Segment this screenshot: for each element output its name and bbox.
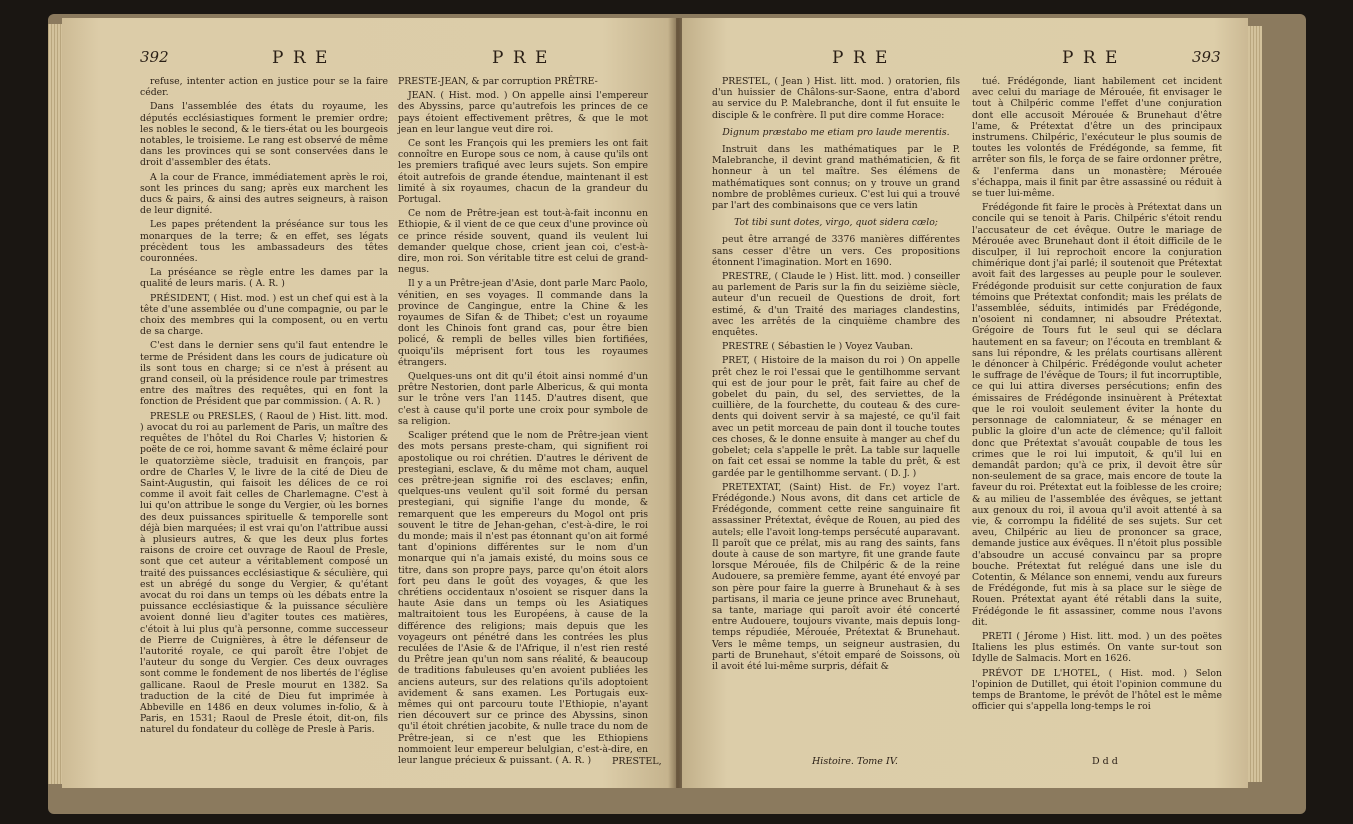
running-head: P R E	[272, 48, 330, 68]
left-column-1	[140, 76, 388, 739]
right-page-edges	[1248, 26, 1262, 782]
left-column-2	[398, 76, 648, 769]
volume-footer: Histoire. Tome IV.	[812, 756, 898, 767]
paragraph: Quelques-uns ont dit qu'il étoit ainsi nommé d'un prêtre Nestorien, dont parle Albericus, & qui monta sur le trône vers l'an 1145. D'autres disent, que c'est à cause qu'il porte une croix pour symbole de sa religion.	[398, 371, 648, 427]
paragraph: PRETEXTAT, (Saint) Hist. de Fr.) voyez l'art. Frédégonde.) Nous avons, dit dans cet article de Frédégonde, comment cette reine sanguinaire fit assassiner Prétextat, évêque de Rouen, au pied des autels; elle l'avoit long-temps persécuté auparavant. Il paroît que ce prélat, mis au rang des saints, fans doute à cause de son martyre, fit une grande faute lorsque Mérouée, fils de Chilpéric & de la reine Audouere, sa première femme, ayant été envoyé par son père pour faire la guerre à Brunehaut & à ses partisans, il maria ce jeune prince avec Brunehaut, sa tante, mariage qui paroît avoir été concerté entre Audouere, toujours vivante, mais depuis long-temps répudiée, Mérouée, Prétextat & Brunehaut. Vers le même temps, un seigneur austrasien, du parti de Brunehaut, s'étoit emparé de Soissons, où il avoit été lui-même surpris, défait &	[712, 481, 960, 672]
paragraph: peut être arrangé de 3376 manières différentes sans cesser d'être un vers. Ces propositions étonnent l'imagination. Mort en 1690.	[712, 234, 960, 268]
paragraph: Ce sont les François qui les premiers les ont fait connoître en Europe sous ce nom, à cause qu'ils ont les premiers trafiqué avec leurs sujets. Son empire étoit autrefois de grande étendue, maintenant il est limité à six royaumes, chacun de la grandeur du Portugal.	[398, 138, 648, 206]
right-page	[682, 18, 1248, 788]
paragraph: Instruit dans les mathématiques par le P. Malebranche, il devint grand mathématicien, & fit honneur à un tel maître. Ses élémens de mathématiques sont connus; on y trouve un grand nombre de problêmes curieux. C'est lui qui a trouvé par l'art des combinaisons que ce vers latin	[712, 144, 960, 212]
paragraph: PRESTEL, ( Jean ) Hist. litt. mod. ) oratorien, fils d'un huissier de Châlons-sur-Saone, entra d'abord au service du P. Malebranche, dont il fut ensuite le disciple & le confrère. Il put dire comme Horace:	[712, 76, 960, 121]
paragraph: PRESTRE ( Sébastien le ) Voyez Vauban.	[722, 341, 914, 353]
paragraph: Frédégonde fit faire le procès à Prétextat dans un concile qui se tenoit à Paris. Chilpéric s'étoit rendu l'accusateur de cet évêque. Outre le mariage de Mérouée avec Brunehaut dont il étoit difficile de le disculper, il lui reprochoit encore la conjuration chimérique dont j'ai parlé; il soutenoit que Prétextat avoit fait des largesses au peuple pour le soulever. Frédégonde produisit sur cette conjuration de faux témoins que Prétextat confondit; mais les prélats de l'assemblée, séduits, intimidés par Frédégonde, n'osoient ni condamner, ni absoudre Prétextat. Grégoire de Tours fut le seul qui se déclara hautement en sa faveur; on l'écouta en tremblant & sans lui répondre, & les prélats courtisans allèrent le dénoncer à Chilpéric. Frédégonde voulut acheter le suffrage de l'évêque de Tours; il fut incorruptible, ce qui lui attira diverses persécutions; enfin des émissaires de Frédégonde insinuèrent à Prétextat que le roi vouloit seulement éviter la honte du personnage de calomniateur, & se ménager en public la gloire d'un acte de clémence; qu'il falloit donc que Prétextat s'avouât coupable de tous les crimes que le roi lui imputoit, & qu'il lui en demandât pardon; qu'à ce prix, il devoit être sûr non-seulement de sa grace, mais encore de toute la faveur du roi. Prétextat eut la foiblesse de les croire; & au milieu de l'assemblée des évêques, se jettant aux genoux du roi, il avoua qu'il avoit attenté à sa vie, & corrompu la fidélité de ses sujets. Sur cet aveu, Chilpéric au lieu de prononcer sa grace, demande justice aux évêques. Il n'étoit plus possible d'absoudre un accusé convaincu par sa propre bouche. Prétextat fut relégué dans une isle du Cotentin, & Mélance son ennemi, vendu aux fureurs de Frédégonde, fut mis à sa place sur le siège de Rouen. Prétextat ayant été rétabli dans la suite, Frédégonde le fit assassiner, comme nous l'avons dit.	[972, 202, 1222, 628]
paragraph: La préséance se règle entre les dames par la qualité de leurs maris. ( A. R. )	[140, 267, 388, 290]
paragraph: Dignum præstabo me etiam pro laude merentis.	[722, 126, 950, 138]
paragraph: PRET, ( Histoire de la maison du roi ) On appelle prêt chez le roi l'essai que le gentilhomme servant qui est de jour pour le prêt, fait faire au chef de gobelet du pain, du sel, des serviettes, de la cuillière, de la fourchette, du couteau & des cure-dents qui doivent servir à sa majesté, ce qu'il fait avec un petit morceau de pain dont il touche toutes ces choses, & le donne ensuite à manger au chef du gobelet; cela s'appelle le prêt. La table sur laquelle on fait cet essai se nomme la table du prêt, & est gardée par le gentilhomme servant. ( D. J. )	[712, 355, 960, 479]
paragraph: Il y a un Prêtre-jean d'Asie, dont parle Marc Paolo, vénitien, en ses voyages. Il commande dans la province de Cangingue, entre la Chine & les royaumes de Sifan & de Thibet; c'est un royaume dont les Chinois font grand cas, pour être bien policé, & rempli de belles villes bien fortifiées, quoiqu'ils méprisent fort tous les royaumes étrangers.	[398, 278, 648, 368]
right-column-2	[972, 76, 1222, 715]
running-head-col2: P R E	[492, 48, 550, 68]
paragraph: C'est dans le dernier sens qu'il faut entendre le terme de Président dans les cours de judicature où ils sont tous en charge; si ce n'est à présent au grand conseil, où la présidence roule par trimestres entre des maîtres des requêtes, qui en font la fonction de Président que par commission. ( A. R. )	[140, 340, 388, 408]
running-head-col2: P R E	[1062, 48, 1120, 68]
paragraph: A la cour de France, immédiatement après le roi, sont les princes du sang; après eux marchent les ducs & pairs, & ainsi des autres seigneurs, à raison de leur dignité.	[140, 171, 388, 217]
paragraph: PRESLE ou PRESLES, ( Raoul de ) Hist. litt. mod. ) avocat du roi au parlement de Paris, un maître des requêtes de l'hôtel du Roi Charles V; historien & poëte de ce roi, homme savant & même éclairé pour le quatorzième siècle, traduisit en françois, par ordre de Charles V, le livre de la cité de Dieu de Saint-Augustin, qui faisoit les délices de ce roi comme il avoit fait celles de Charlemagne. C'est à lui qu'on attribue le songe du Vergier, où les bornes des deux puissances spirituelle & temporelle sont déjà bien marquées; il est vrai qu'on l'attribue aussi à plusieurs autres, & que les deux plus fortes raisons de croire cet ouvrage de Raoul de Presle, sont que cet auteur a véritablement composé un traité des puissances ecclésiastique & séculière, qui est un abrégé du songe du Vergier, & qu'étant avocat du roi dans un temps où les débats entre la puissance ecclésiastique & la puissance séculière avoient donné lieu d'agiter toutes ces matières, c'étoit à lui plus qu'à personne, comme successeur de Pierre de Cuignières, à être le défenseur de l'autorité royale, ce qui paroît être l'objet de l'auteur du songe du Vergier. Ces deux ouvrages sont comme le fondement de nos libertés de l'église gallicane. Raoul de Presle mourut en 1382. Sa traduction de la cité de Dieu fut imprimée à Abbeville en 1486 en deux volumes in-folio, & à Paris, en 1531; Raoul de Presle étoit, dit-on, fils naturel du fondateur du collège de Presle à Paris.	[140, 410, 388, 736]
left-page-edges	[48, 24, 62, 784]
paragraph: tué. Frédégonde, liant habilement cet incident avec celui du mariage de Mérouée, fit envisager le tout à Chilpéric comme l'effet d'une conjuration dont elle accusoit Mérouée & Brunehaut d'être l'ame, & Prétextat d'être un des principaux instrumens. Chilpéric, l'exécuteur le plus soumis de toutes les volontés de Frédégonde, sa femme, fit arrêter son fils, le força de se faire ordonner prêtre, & l'enferma dans un monastère; Mérouée s'échappa, mais il finit par être assassiné ou réduit à se tuer lui-même.	[972, 76, 1222, 200]
signature-mark: D d d	[1092, 756, 1118, 767]
paragraph: PRETI ( Jérome ) Hist. litt. mod. ) un des poëtes Italiens les plus estimés. On vante sur-tout son Idylle de Salmacis. Mort en 1626.	[972, 630, 1222, 665]
paragraph: Ce nom de Prêtre-jean est tout-à-fait inconnu en Ethiopie, & il vient de ce que ceux d'une province où ce prince réside souvent, quand ils veulent lui demander quelque chose, crient jean coi, c'est-à-dire, mon roi. Son véritable titre est celui de grand-negus.	[398, 208, 648, 276]
paragraph: Tot tibi sunt dotes, virgo, quot sidera cœlo;	[734, 217, 938, 229]
paragraph: PRÉVOT DE L'HOTEL, ( Hist. mod. ) Selon l'opinion de Dutillet, qui étoit l'opinion commune du temps de Brantome, le prévôt de l'hôtel est le même officier qui s'appella long-temps le roi	[972, 667, 1222, 713]
page-number: 393	[1192, 48, 1221, 66]
paragraph: Scaliger prétend que le nom de Prêtre-jean vient des mots persans preste-cham, qui signifient roi apostolique ou roi chrétien. D'autres le dérivent de prestegiani, esclave, & du même mot cham, auquel ces prêtre-jean signifie roi des esclaves; enfin, quelques-uns veulent qu'il soit formé du persan prestegiani, qui signifie l'ange du monde, & remarquent que les empereurs du Mogol ont pris souvent le titre de Jehan-gehan, c'est-à-dire, le roi du monde; mais il n'est pas étonnant qu'on ait formé tant d'opinions différentes sur le nom d'un monarque qui n'a jamais existé, du moins sous ce titre, dans son propre pays, parce qu'on étoit alors fort peu dans le goût des voyages, & que les chrétiens occidentaux n'osoient se risquer dans la haute Asie dans un temps où les Asiatiques maltraitoient tous les Européens, à cause de la différence des religions; mais depuis que les voyageurs ont pénétré dans les contrées les plus reculées de l'Asie & de l'Afrique, il n'est rien resté du Prêtre jean qu'un nom sans réalité, & beaucoup de traditions fabuleuses qu'en avoient publiées les anciens auteurs, sur des relations qu'ils adoptoient avidement & sans examen. Les Portugais eux-mêmes qui ont parcouru toute l'Ethiopie, n'ayant rien découvert sur ce prince des Abyssins, sinon qu'il étoit chrétien jacobite, & nulle trace du nom de Prêtre-jean, si ce n'est que les Ethiopiens nommoient leur empereur belulgian, c'est-à-dire, en leur langue précieux & puissant. ( A. R. )	[398, 430, 648, 766]
paragraph: Dans l'assemblée des états du royaume, les députés ecclésiastiques forment le premier ordre; les nobles le second, & le tiers-état ou les bourgeois notables, le troisieme. Le rang est observé de même dans les provinces qui se sont conservées dans le droit d'assembler des états.	[140, 101, 388, 169]
running-head: P R E	[832, 48, 890, 68]
paragraph: Les papes prétendent la préséance sur tous les monarques de la terre; & en effet, ses légats précèdent tous les ambassadeurs des têtes couronnées.	[140, 219, 388, 265]
paragraph: PRÉSIDENT, ( Hist. mod. ) est un chef qui est à la tête d'une assemblée ou d'une compagnie, ou par le choix des membres qui la composent, ou en vertu de sa charge.	[140, 292, 388, 338]
paragraph: PRESTRE, ( Claude le ) Hist. litt. mod. ) conseiller au parlement de Paris sur la fin du seizième siècle, auteur d'un recueil de Questions de droit, fort estimé, & d'un Traité des mariages clandestins, avec les arrêtés de la cinquième chambre des enquêtes.	[712, 271, 960, 339]
catchword: PRESTEL,	[612, 756, 662, 767]
entry-heading: PRESTE-JEAN, & par corruption PRÊTRE-	[398, 76, 598, 87]
paragraph: refuse, intenter action en justice pour se la faire céder.	[140, 76, 388, 99]
paragraph: JEAN. ( Hist. mod. ) On appelle ainsi l'empereur des Abyssins, parce qu'autrefois les princes de ce pays étoient effectivement prêtres, & que le mot jean en leur langue veut dire roi.	[398, 90, 648, 135]
left-page	[62, 18, 676, 788]
right-column-1	[712, 76, 960, 675]
page-number: 392	[140, 48, 169, 66]
